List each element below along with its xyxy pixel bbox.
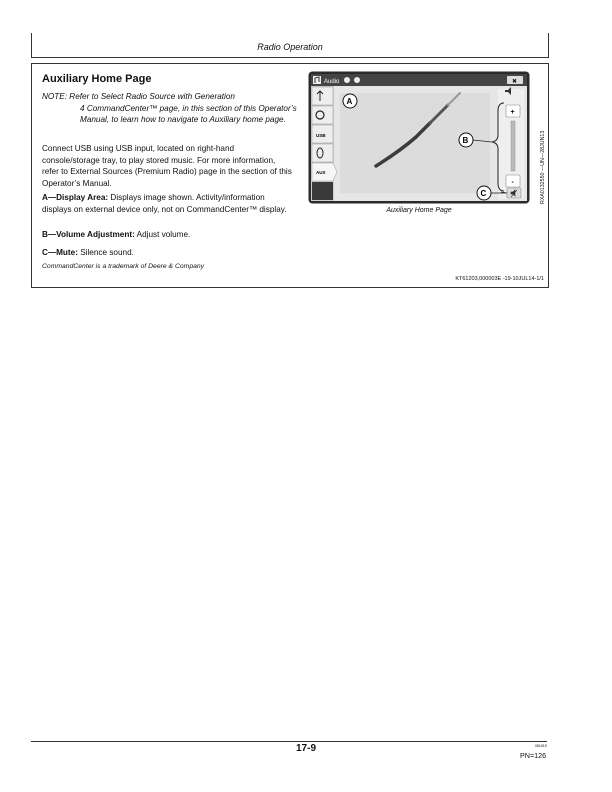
item-b-text: Adjust volume. bbox=[134, 230, 191, 239]
document-code: KT61203,000003E -19-10JUL14-1/1 bbox=[455, 276, 544, 282]
item-b-label: B—Volume Adjustment: bbox=[42, 230, 135, 239]
item-b bbox=[42, 229, 292, 241]
volume-slider-track bbox=[511, 121, 515, 171]
note bbox=[42, 91, 297, 126]
item-c-label: C—Mute: bbox=[42, 248, 78, 257]
source-tab-radio bbox=[312, 87, 333, 105]
auxiliary-home-page-figure bbox=[308, 71, 530, 204]
source-tab-usb-label: USB bbox=[316, 133, 326, 138]
note-lead: NOTE: Refer to Select Radio Source with Generation bbox=[42, 92, 235, 101]
callout-c-label: C bbox=[480, 189, 487, 198]
item-c bbox=[42, 247, 292, 259]
version-code: 081515 bbox=[535, 744, 547, 748]
callout-b-label: B bbox=[462, 136, 469, 145]
figure-side-id: RXA0132550 —UN—28JUN13 bbox=[540, 130, 546, 204]
section-title: Auxiliary Home Page bbox=[42, 73, 152, 85]
item-a-label: A—Display Area: bbox=[42, 193, 109, 202]
trademark-note: CommandCenter is a trademark of Deere & Company bbox=[42, 263, 205, 270]
close-icon: ✖ bbox=[512, 79, 518, 85]
title-bar bbox=[311, 74, 527, 86]
note-rest: 4 CommandCenter™ page, in this section of this Operator’s Manual, to learn how to navigate to Auxiliary home page. bbox=[80, 103, 297, 125]
volume-up-label: + bbox=[510, 109, 515, 116]
item-a-text: Displays image shown. Activity/information displays on external device only, not on CommandCenter™ display. bbox=[42, 193, 287, 214]
help-icon bbox=[354, 77, 360, 83]
figure-caption: Auxiliary Home Page bbox=[386, 207, 452, 214]
item-c-text: Silence sound. bbox=[77, 248, 134, 257]
running-header bbox=[31, 33, 549, 58]
volume-down-label: - bbox=[511, 179, 514, 186]
item-a bbox=[42, 192, 292, 215]
intro-paragraph: Connect USB using USB input, located on right-hand console/storage tray, to play stored music. For more information, refer to External Sources (Premium Radio) page in the section of this Operator’s Manual. bbox=[42, 144, 292, 188]
info-icon bbox=[344, 77, 350, 83]
callout-a-label: A bbox=[346, 97, 353, 106]
part-number: PN=126 bbox=[520, 751, 547, 760]
source-tab-disc bbox=[312, 106, 333, 124]
title-bar-label: Audio bbox=[324, 79, 340, 85]
source-tab-aux-label: AUX bbox=[316, 170, 326, 175]
footer-divider bbox=[31, 741, 547, 742]
header-title: Radio Operation bbox=[257, 42, 323, 52]
content-section bbox=[31, 63, 549, 288]
page-number: 17-9 bbox=[295, 743, 316, 754]
